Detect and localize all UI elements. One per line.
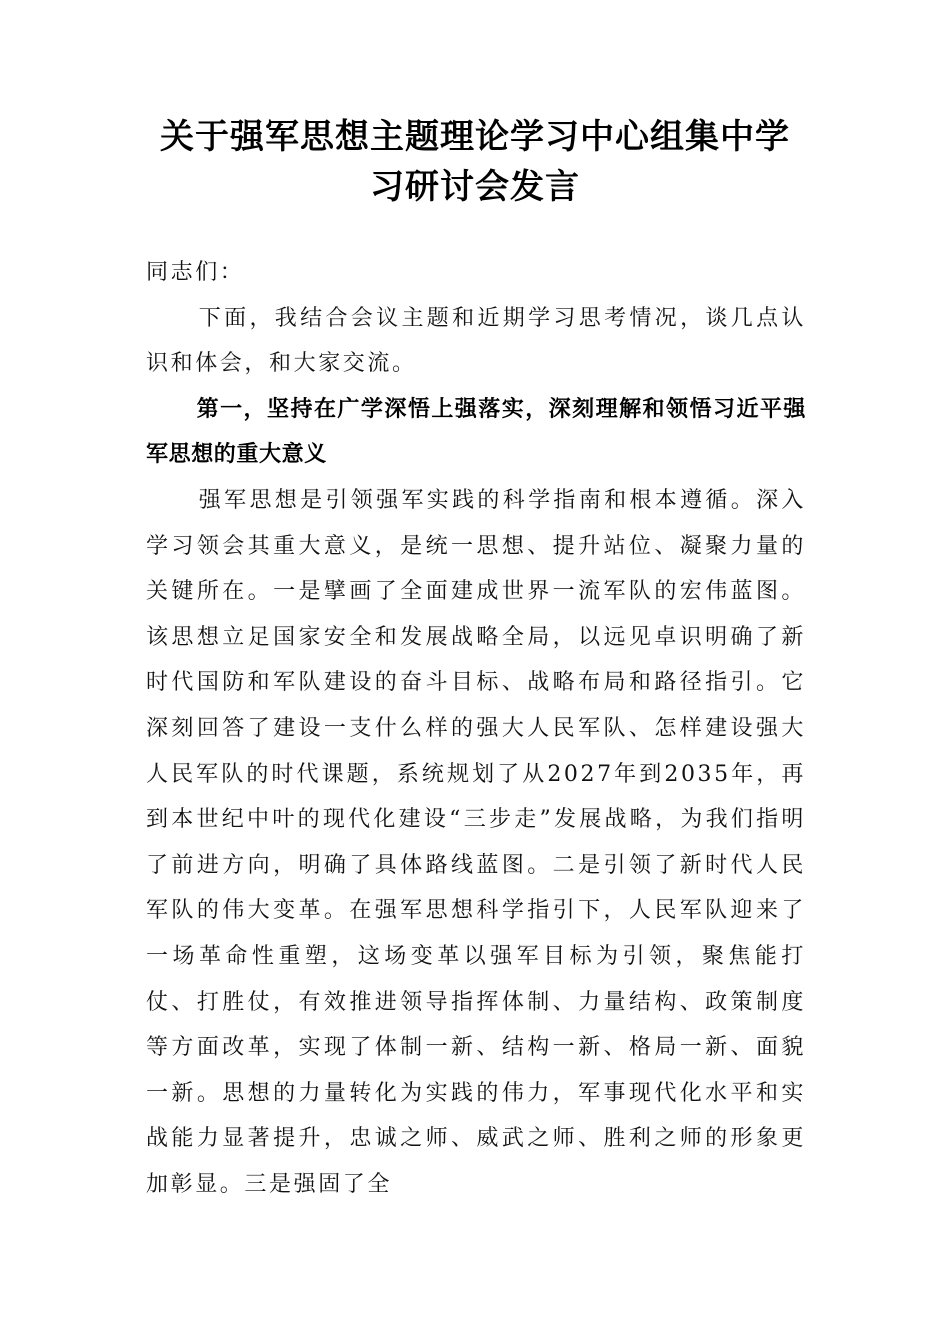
section-1-heading: 第一，坚持在广学深悟上强落实，深刻理解和领悟习近平强军思想的重大意义 — [146, 396, 806, 468]
salutation: 同志们： — [146, 260, 245, 285]
title-line-1: 关于强军思想主题理论学习中心组集中学 — [160, 117, 790, 157]
section-1-paragraph: 强军思想是引领强军实践的科学指南和根本遵循。深入学习领会其重大意义，是统一思想、提升站位、凝聚力量的关键所在。一是擘画了全面建成世界一流军队的宏伟蓝图。该思想立足国家安全和发展战略全局，以远见卓识明确了新时代国防和军队建设的奋斗目标、战略布局和路径指引。它深刻回答了建设一支什么样的强大人民军队、怎样建设强大人民军队的时代课题，系统规划了从2027年到2035年，再到本世纪中叶的现代化建设“三步走”发展战略，为我们指明了前进方向，明确了具体路线蓝图。二是引领了新时代人民军队的伟大变革。在强军思想科学指引下，人民军队迎来了一场革命性重塑，这场变革以强军目标为引领，聚焦能打仗、打胜仗，有效推进领导指挥体制、力量结构、政策制度等方面改革，实现了体制一新、结构一新、格局一新、面貌一新。思想的力量转化为实践的伟力，军事现代化水平和实战能力显著提升，忠诚之师、威武之师、胜利之师的形象更加彰显。三是强固了全 — [146, 487, 806, 1197]
title-line-2: 习研讨会发言 — [370, 167, 580, 207]
document-body — [146, 250, 806, 1207]
document-title — [130, 112, 820, 212]
intro-paragraph: 下面，我结合会议主题和近期学习思考情况，谈几点认识和体会，和大家交流。 — [146, 305, 806, 377]
